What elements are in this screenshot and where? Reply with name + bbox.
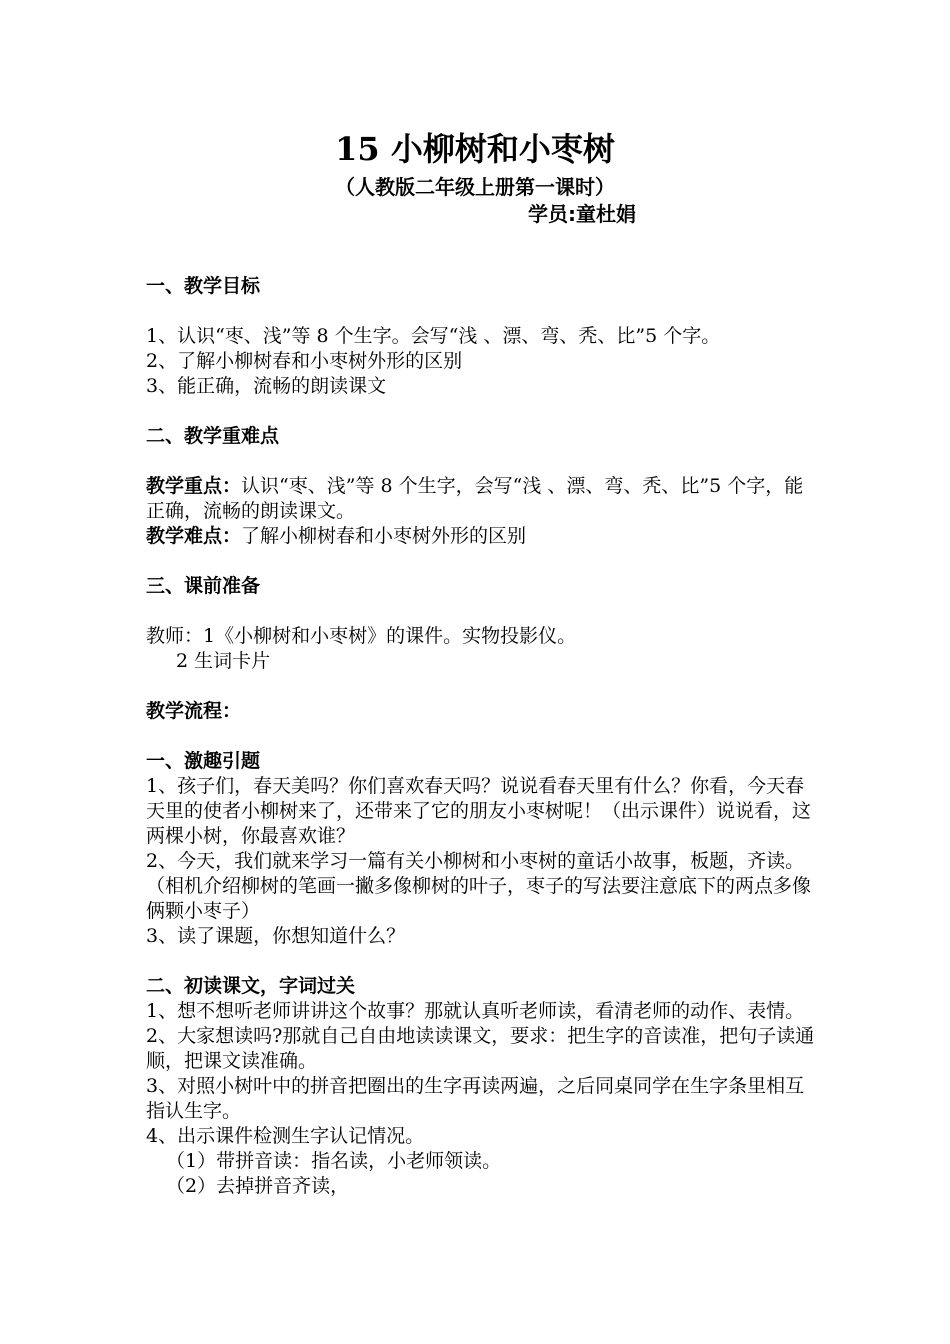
section-heading-preparation: 三、课前准备 [146,575,261,597]
section-heading-keypoints: 二、教学重难点 [146,425,280,447]
flow-item: 2、今天，我们就来学习一篇有关小柳树和小枣树的童话小故事，板题，齐读。（相机介绍柳树的笔画一撇多像柳树的叶子，枣子的写法要注意底下的两点多像俩颗小枣子） [146,850,812,922]
key-point-paragraph [146,474,818,524]
flow-item: 1、孩子们，春天美吗？你们喜欢春天吗？说说看春天里有什么？你看，今天春天里的使者小柳树来了，还带来了它的朋友小枣树呢！（出示课件）说说看，这两棵小树，你最喜欢谁？ [146,775,812,847]
difficult-point-paragraph [146,524,818,549]
flow-item: 3、对照小树叶中的拼音把圈出的生字再读两遍，之后同桌同学在生字条里相互指认生字。 [146,1075,805,1122]
preparation-line: 2 生词卡片 [176,650,271,672]
difficult-point-label: 教学难点： [146,525,242,547]
flow-item: 3、读了课题，你想知道什么？ [146,925,406,947]
flow-subitem: （1）带拼音读：指名读，小老师领读。 [166,1150,502,1172]
document-subtitle: （人教版二年级上册第一课时） [335,175,615,199]
author-line: 学员:童杜娟 [528,202,636,226]
flow-item: 2、大家想读吗?那就自己自由地读读课文，要求：把生字的音读准，把句子读通顺，把课文读准确。 [146,1025,815,1072]
preparation-line: 教师：1《小柳树和小枣树》的课件。实物投影仪。 [146,625,577,647]
difficult-point-text: 了解小柳树春和小枣树外形的区别 [241,525,527,547]
objective-item: 3、能正确，流畅的朗读课文 [146,375,387,397]
document-title: 15 小柳树和小枣树 [335,130,615,168]
objective-item: 1、认识“枣、浅”等 8 个生字。会写“浅 、漂、弯、秃、比”5 个字。 [146,325,721,347]
flow-item: 1、想不想听老师讲讲这个故事？那就认真听老师读，看清老师的动作、表情。 [146,1000,805,1022]
flow-subitem: （2）去掉拼音齐读， [166,1175,350,1197]
flow-part1-heading: 一、激趣引题 [146,750,261,772]
section-heading-flow: 教学流程： [146,700,242,722]
flow-item: 4、出示课件检测生字认记情况。 [146,1125,425,1147]
flow-part2-heading: 二、初读课文，字词过关 [146,975,356,997]
key-point-text: 认识“枣、浅”等 8 个生字，会写“浅 、漂、弯、秃、比”5 个字，能正确，流畅的朗读课文。 [146,475,804,522]
document-body [146,274,818,1199]
objective-item: 2、了解小柳树春和小枣树外形的区别 [146,350,463,372]
key-point-label: 教学重点： [146,475,242,497]
section-heading-objectives: 一、教学目标 [146,275,261,297]
